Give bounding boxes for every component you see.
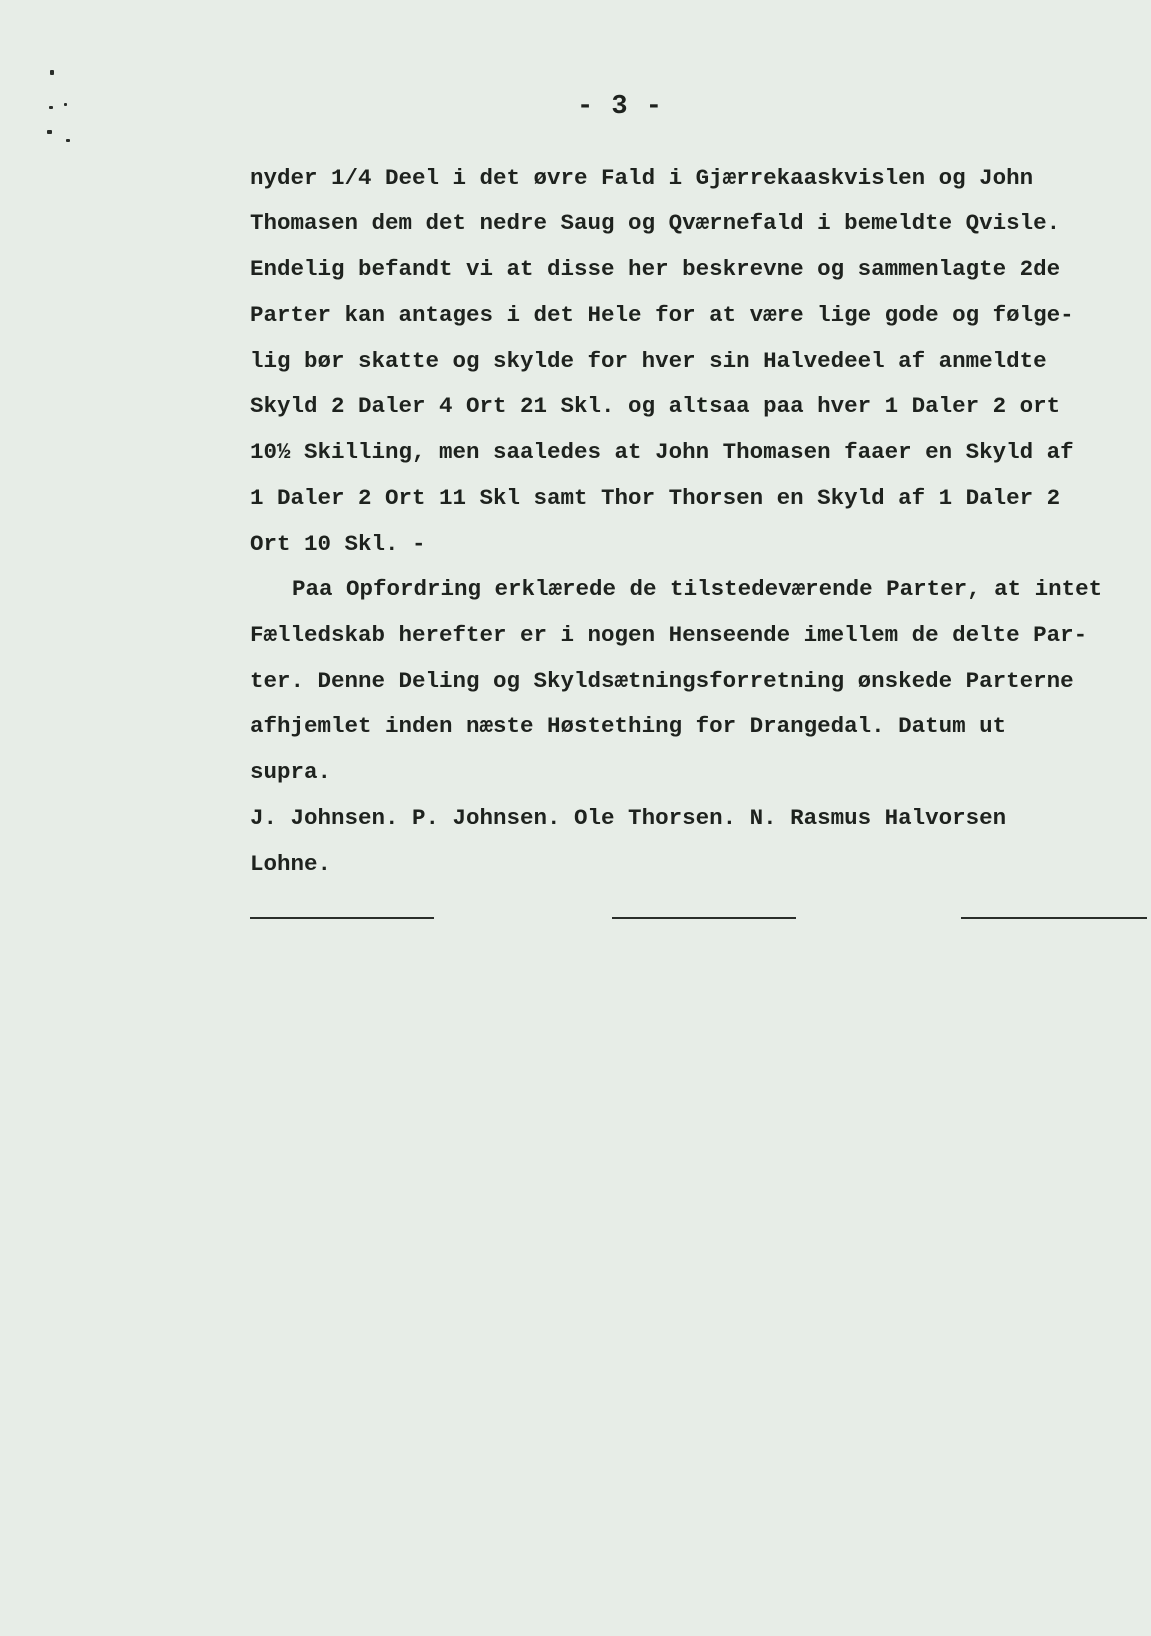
body-line: Fælledskab herefter er i nogen Henseende imellem de delte Par- <box>250 622 1088 648</box>
separator-line <box>961 917 1147 919</box>
signatures-line: Lohne. <box>250 851 332 877</box>
page-number: - 3 - <box>576 92 663 122</box>
margin-mark <box>66 139 70 142</box>
body-line: afhjemlet inden næste Høstething for Drangedal. Datum ut <box>250 713 1007 739</box>
body-line: Parter kan antages i det Hele for at være lige gode og følge- <box>250 302 1074 328</box>
body-line: 10½ Skilling, men saaledes at John Thomasen faaer en Skyld af <box>250 439 1074 465</box>
body-line: nyder 1/4 Deel i det øvre Fald i Gjærrekaaskvislen og John <box>250 165 1034 191</box>
margin-mark <box>50 70 54 75</box>
separator-line <box>250 917 434 919</box>
body-line: Thomasen dem det nedre Saug og Qværnefald i bemeldte Qvisle. <box>250 210 1061 236</box>
body-line: ter. Denne Deling og Skyldsætningsforretning ønskede Parterne <box>250 668 1074 694</box>
margin-mark <box>47 130 52 134</box>
body-line: supra. <box>250 759 332 785</box>
body-line: Endelig befandt vi at disse her beskrevne og sammenlagte 2de <box>250 256 1061 282</box>
separator-line <box>612 917 796 919</box>
body-line: lig bør skatte og skylde for hver sin Halvedeel af anmeldte <box>250 348 1047 374</box>
body-line: 1 Daler 2 Ort 11 Skl samt Thor Thorsen en Skyld af 1 Daler 2 <box>250 485 1061 511</box>
body-line: Paa Opfordring erklærede de tilstedeværende Parter, at intet <box>292 576 1103 602</box>
body-line: Skyld 2 Daler 4 Ort 21 Skl. og altsaa paa hver 1 Daler 2 ort <box>250 393 1061 419</box>
signatures-line: J. Johnsen. P. Johnsen. Ole Thorsen. N. Rasmus Halvorsen <box>250 805 1007 831</box>
body-line: Ort 10 Skl. - <box>250 531 426 557</box>
